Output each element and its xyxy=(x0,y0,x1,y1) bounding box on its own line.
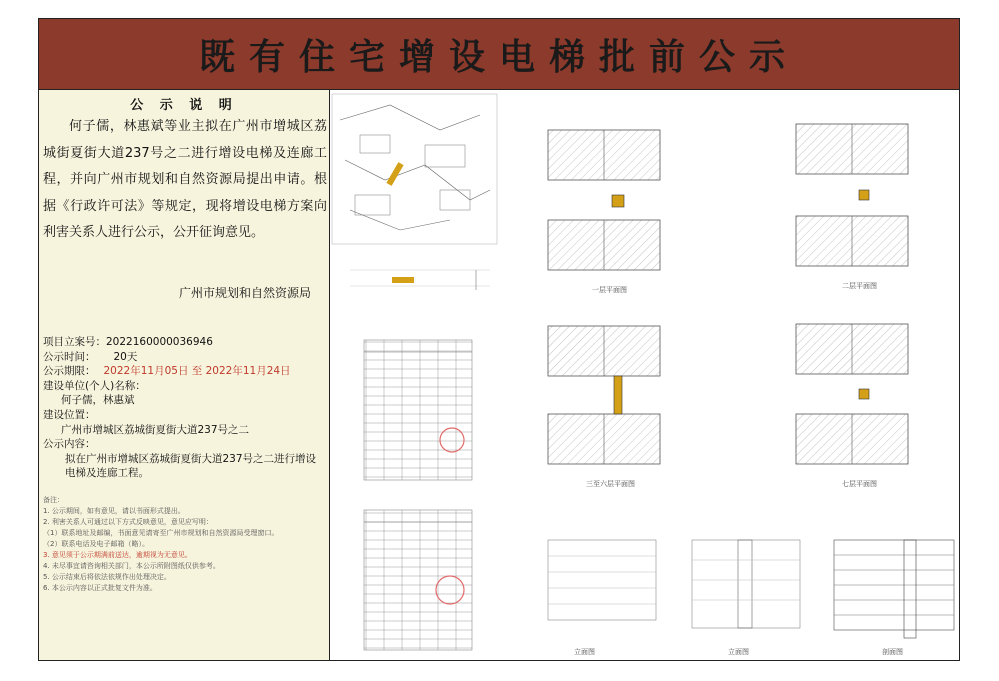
content-label: 公示内容： xyxy=(43,438,96,451)
builder-value: 何子儒，林惠斌 xyxy=(61,394,135,407)
notice-board xyxy=(38,18,960,661)
note-line: 4. 未尽事宜请咨询相关部门，本公示所附图纸仅供参考。 xyxy=(43,562,220,570)
project-no-label: 项目立案号： xyxy=(43,336,106,348)
builder-label: 建设单位(个人)名称： xyxy=(43,379,146,392)
floor-plan-1 xyxy=(548,130,660,270)
period-value: 20天 xyxy=(113,350,138,363)
notice-panel xyxy=(39,90,330,660)
notes-section xyxy=(43,495,325,594)
content-value: 拟在广州市增城区荔城街夏街大道237号之二进行增设电梯及连廊工程。 xyxy=(65,452,317,480)
note-line: 5. 公示结束后将依法依规作出处理决定。 xyxy=(43,573,171,581)
issuing-authority: 广州市规划和自然资源局 xyxy=(178,286,311,300)
page-title: 既有住宅增设电梯批前公示 xyxy=(198,36,799,78)
note-line: （1）联系地址及邮编，书面意见请寄至广州市规划和自然资源局受理窗口。 xyxy=(43,529,279,537)
drawing-caption: 一层平面图 xyxy=(592,286,627,294)
address-label: 建设位置： xyxy=(43,408,96,421)
floor-plan-3 xyxy=(548,326,660,464)
note-line: 6. 本公示内容以正式批复文件为准。 xyxy=(43,584,157,592)
project-no: 2022160000036946 xyxy=(106,336,213,348)
notice-title: 公 示 说 明 xyxy=(130,98,238,113)
elevation-2 xyxy=(692,540,800,628)
drawing-caption: 立面图 xyxy=(728,648,749,656)
note-line: 3. 意见须于公示期满前送达，逾期视为无意见。 xyxy=(43,551,192,559)
section-drawing xyxy=(834,540,954,638)
elevation-1 xyxy=(548,540,656,620)
header-bar xyxy=(39,19,959,90)
note-line: 2. 利害关系人可通过以下方式反映意见，意见应写明： xyxy=(43,518,213,526)
period-label: 公示时间： xyxy=(43,350,96,363)
floor-plan-2 xyxy=(796,124,908,266)
drawing-caption: 七层平面图 xyxy=(842,480,877,488)
project-info xyxy=(43,335,325,481)
drawing-caption: 剖面图 xyxy=(882,648,903,656)
opinion-table-2 xyxy=(364,510,472,650)
site-plan xyxy=(332,94,497,290)
opinion-table-1 xyxy=(364,340,472,480)
dates-label: 公示期限： xyxy=(43,365,96,378)
address-value: 广州市增城区荔城街夏街大道237号之二 xyxy=(61,423,250,436)
drawings-svg xyxy=(330,90,959,660)
drawing-caption: 立面图 xyxy=(574,648,595,656)
notice-body: 何子儒，林惠斌等业主拟在广州市增城区荔城街夏街大道237号之二进行增设电梯及连廊工程，并向广州市规划和自然资源局提出申请。根据《行政许可法》等规定，现将增设电梯方案向利害关系人进行公示，公开征询意见。 xyxy=(43,119,327,240)
floor-plan-4 xyxy=(796,324,908,464)
legend-swatch xyxy=(392,277,414,283)
drawings-panel xyxy=(330,90,959,660)
notes-heading: 备注： xyxy=(43,496,64,504)
note-line: （2）联系电话及电子邮箱（略）。 xyxy=(43,540,149,548)
drawing-caption: 二层平面图 xyxy=(842,282,877,290)
dates-value: 2022年11月05日 至 2022年11月24日 xyxy=(103,365,291,378)
drawing-caption: 三至六层平面图 xyxy=(586,480,635,488)
note-line: 1. 公示期间，如有意见，请以书面形式提出。 xyxy=(43,507,185,515)
